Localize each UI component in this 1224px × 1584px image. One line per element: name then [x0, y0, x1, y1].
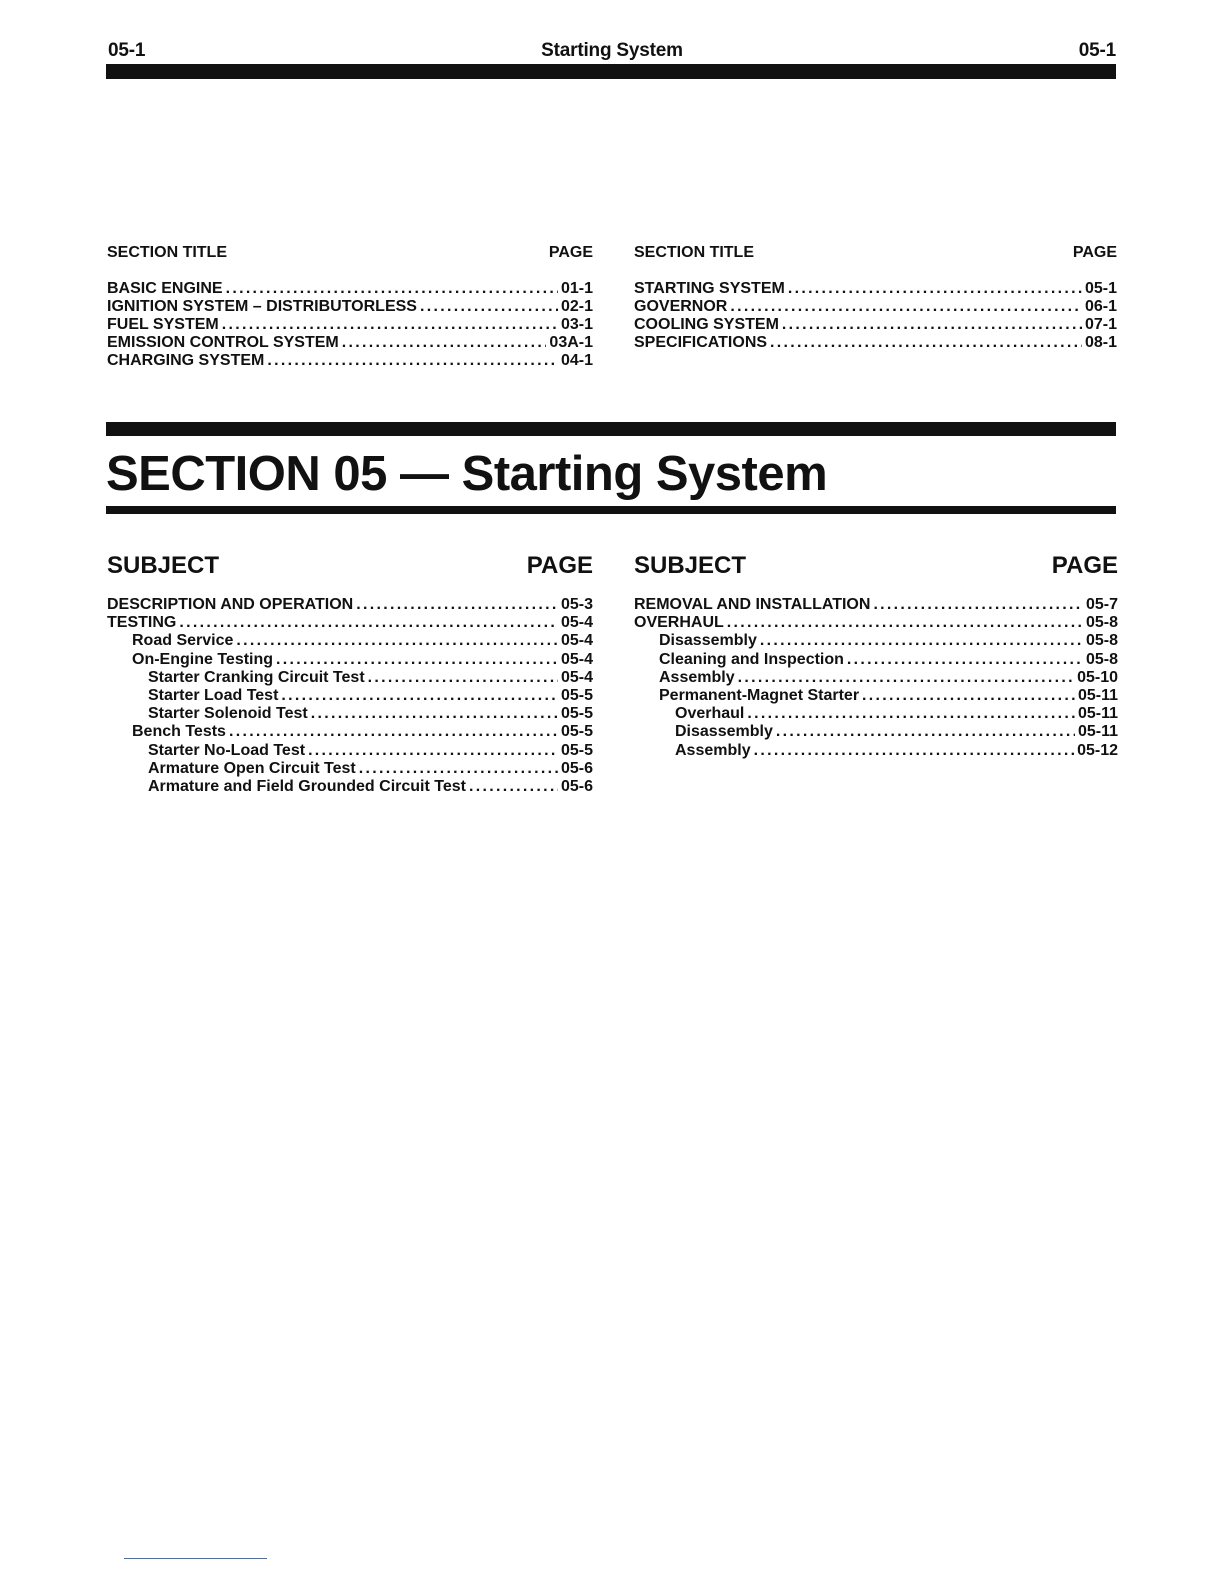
contents-row-page: 05-6: [560, 759, 593, 777]
index-row[interactable]: [634, 280, 1117, 298]
contents-row[interactable]: [107, 742, 593, 760]
running-head: [108, 40, 1116, 66]
footer-rule: [124, 1558, 267, 1559]
index-row-page: 05-1: [1084, 280, 1117, 297]
dot-leader: [267, 352, 558, 370]
dot-leader: [179, 614, 558, 632]
contents-row-label: Starter Solenoid Test: [148, 705, 308, 723]
contents-row[interactable]: [107, 723, 593, 741]
contents-row-label: Disassembly: [659, 632, 757, 650]
page-heading: PAGE: [1072, 244, 1117, 261]
contents-row[interactable]: [634, 687, 1118, 705]
index-row[interactable]: [107, 316, 593, 334]
header-chapter-title: Starting System: [541, 40, 683, 61]
index-row-label: GOVERNOR: [634, 298, 728, 315]
dot-leader: [873, 596, 1083, 614]
contents-row[interactable]: [634, 705, 1118, 723]
dot-leader: [281, 687, 558, 705]
contents-row[interactable]: [107, 687, 593, 705]
section-title-rule-top: [106, 422, 1116, 436]
contents-row-label: Overhaul: [675, 705, 745, 723]
contents-row-page: 05-4: [560, 614, 593, 632]
header-page-number-right: 05-1: [1078, 40, 1116, 61]
contents-heading: [107, 552, 593, 580]
index-row-label: BASIC ENGINE: [107, 280, 223, 297]
contents-row-label: On-Engine Testing: [132, 650, 274, 668]
contents-row-page: 05-8: [1085, 632, 1118, 650]
contents-row[interactable]: [107, 760, 593, 778]
section-title: SECTION 05 — Starting System: [106, 447, 828, 501]
contents-row-label: Bench Tests: [132, 723, 226, 741]
contents-row-label: Armature and Field Grounded Circuit Test: [148, 778, 466, 796]
section-title-heading: SECTION TITLE: [634, 244, 754, 261]
index-row-label: FUEL SYSTEM: [107, 316, 219, 333]
contents-row[interactable]: [634, 651, 1118, 669]
contents-row[interactable]: [634, 632, 1118, 650]
contents-row[interactable]: [107, 632, 593, 650]
dot-leader: [359, 760, 558, 778]
contents-row-page: 05-3: [560, 596, 593, 613]
contents-row-label: Assembly: [659, 668, 735, 686]
dot-leader: [276, 651, 558, 669]
contents-row-page: 05-11: [1077, 687, 1118, 705]
dot-leader: [226, 280, 558, 298]
contents-row-page: 05-11: [1077, 705, 1118, 723]
index-row-label: STARTING SYSTEM: [634, 280, 785, 297]
dot-leader: [747, 705, 1075, 723]
contents-row[interactable]: [634, 742, 1118, 760]
contents-row[interactable]: [634, 723, 1118, 741]
page-heading: PAGE: [1051, 552, 1118, 579]
contents-row-page: 05-8: [1085, 650, 1118, 668]
dot-leader: [368, 669, 558, 687]
dot-leader: [730, 298, 1082, 316]
dot-leader: [420, 298, 558, 316]
index-row-page: 03A-1: [549, 334, 593, 351]
contents-row[interactable]: [634, 669, 1118, 687]
index-row-page: 01-1: [560, 280, 593, 297]
index-row[interactable]: [634, 334, 1117, 352]
index-row[interactable]: [634, 298, 1117, 316]
dot-leader: [847, 651, 1083, 669]
dot-leader: [229, 723, 558, 741]
contents-row[interactable]: [107, 669, 593, 687]
index-row-page: 07-1: [1084, 316, 1117, 333]
dot-leader: [342, 334, 547, 352]
contents-row-page: 05-5: [560, 723, 593, 741]
contents-row-label: DESCRIPTION AND OPERATION: [107, 596, 354, 613]
contents-row-label: Armature Open Circuit Test: [148, 759, 356, 777]
contents-row-page: 05-4: [560, 632, 593, 650]
contents-row-label: OVERHAUL: [634, 614, 724, 632]
dot-leader: [727, 614, 1083, 632]
index-row[interactable]: [107, 280, 593, 298]
section-index-left: [107, 244, 593, 370]
index-row-page: 06-1: [1084, 298, 1117, 315]
contents-row-label: REMOVAL AND INSTALLATION: [634, 596, 871, 613]
contents-row[interactable]: [107, 651, 593, 669]
page-heading: PAGE: [548, 244, 593, 261]
contents-row-page: 05-5: [560, 705, 593, 723]
contents-row-page: 05-5: [560, 741, 593, 759]
dot-leader: [222, 316, 558, 334]
contents-row-label: Starter Cranking Circuit Test: [148, 668, 365, 686]
contents-row-label: Road Service: [132, 632, 234, 650]
dot-leader: [754, 742, 1074, 760]
index-row-page: 04-1: [560, 352, 593, 369]
index-row-page: 08-1: [1084, 334, 1117, 351]
index-row-label: SPECIFICATIONS: [634, 334, 768, 351]
index-row-label: CHARGING SYSTEM: [107, 352, 265, 369]
dot-leader: [738, 669, 1074, 687]
contents-row-page: 05-6: [560, 778, 593, 796]
dot-leader: [760, 632, 1083, 650]
index-row-label: COOLING SYSTEM: [634, 316, 779, 333]
contents-row-label: Cleaning and Inspection: [659, 650, 844, 668]
subject-heading: SUBJECT: [107, 552, 220, 579]
section-index-heading: [107, 244, 593, 262]
dot-leader: [469, 778, 558, 796]
contents-row[interactable]: [107, 705, 593, 723]
contents-row-page: 05-12: [1077, 741, 1118, 759]
dot-leader: [308, 742, 558, 760]
contents-row[interactable]: [107, 778, 593, 796]
index-row-label: EMISSION CONTROL SYSTEM: [107, 334, 339, 351]
contents-row-label: TESTING: [107, 614, 177, 632]
contents-row-label: Disassembly: [675, 723, 773, 741]
dot-leader: [788, 280, 1082, 298]
dot-leader: [311, 705, 558, 723]
contents-heading: [634, 552, 1118, 580]
contents-row-label: Starter No-Load Test: [148, 741, 306, 759]
contents-row-page: 05-11: [1077, 723, 1118, 741]
index-row[interactable]: [107, 298, 593, 316]
dot-leader: [356, 596, 558, 614]
dot-leader: [862, 687, 1075, 705]
contents-row-label: Starter Load Test: [148, 687, 279, 705]
contents-row-page: 05-4: [560, 650, 593, 668]
section-title-heading: SECTION TITLE: [107, 244, 227, 261]
index-row-label: IGNITION SYSTEM – DISTRIBUTORLESS: [107, 298, 417, 315]
contents-row-page: 05-8: [1085, 614, 1118, 632]
contents-row[interactable]: [107, 614, 593, 632]
contents-left: [107, 552, 593, 796]
dot-leader: [782, 316, 1082, 334]
contents-row[interactable]: [634, 614, 1118, 632]
dot-leader: [236, 632, 558, 650]
contents-row-page: 05-5: [560, 687, 593, 705]
header-rule: [106, 64, 1116, 79]
contents-row[interactable]: [107, 596, 593, 614]
page-heading: PAGE: [526, 552, 593, 579]
index-row[interactable]: [634, 316, 1117, 334]
contents-row-page: 05-7: [1085, 596, 1118, 613]
contents-row-label: Permanent-Magnet Starter: [659, 687, 860, 705]
index-row[interactable]: [107, 352, 593, 370]
index-row-page: 02-1: [560, 298, 593, 315]
contents-row-page: 05-4: [560, 668, 593, 686]
section-title-rule-bottom: [106, 506, 1116, 514]
contents-right: [634, 552, 1118, 760]
header-page-number-left: 05-1: [108, 40, 146, 61]
section-index-right: [634, 244, 1117, 352]
dot-leader: [776, 723, 1075, 741]
subject-heading: SUBJECT: [634, 552, 747, 579]
dot-leader: [770, 334, 1082, 352]
index-row-page: 03-1: [560, 316, 593, 333]
contents-row[interactable]: [634, 596, 1118, 614]
section-index-heading: [634, 244, 1117, 262]
index-row[interactable]: [107, 334, 593, 352]
contents-row-page: 05-10: [1077, 668, 1118, 686]
contents-row-label: Assembly: [675, 741, 751, 759]
